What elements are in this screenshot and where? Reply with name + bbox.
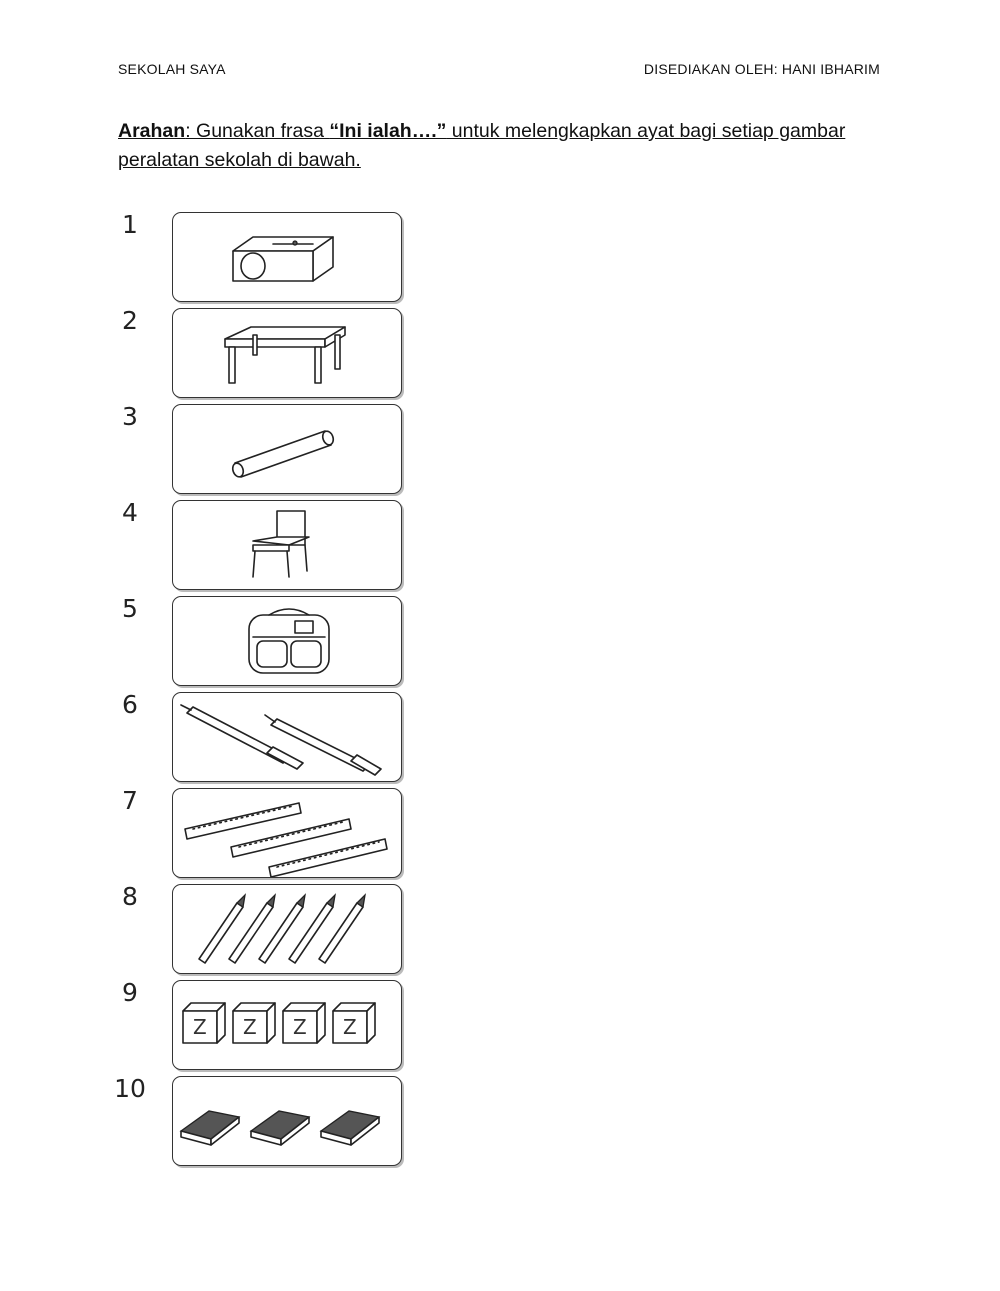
book-icon — [173, 1077, 401, 1165]
svg-text:Z: Z — [193, 1015, 207, 1039]
item-row-2 — [108, 306, 408, 398]
table-icon — [173, 309, 401, 397]
eraser-icon — [173, 981, 401, 1069]
svg-text:Z: Z — [293, 1015, 307, 1039]
item-picture-card — [172, 596, 402, 686]
item-number: 6 — [122, 690, 138, 719]
item-picture-card — [172, 308, 402, 398]
item-number: 2 — [122, 306, 138, 335]
svg-text:Z: Z — [243, 1015, 257, 1039]
header-author: DISEDIAKAN OLEH: HANI IBHARIM — [643, 61, 880, 77]
chalk-icon — [173, 405, 401, 493]
header-school: SEKOLAH SAYA — [118, 61, 226, 77]
item-row-4 — [108, 498, 408, 590]
item-number: 7 — [122, 786, 138, 815]
item-picture-card — [172, 692, 402, 782]
pencil-icon — [173, 885, 401, 973]
instruction-part1: : Gunakan frasa — [185, 120, 330, 142]
item-picture-card — [172, 404, 402, 494]
item-row-10 — [108, 1074, 408, 1166]
instruction-part2: untuk melengkapkan ayat bagi setiap gambar peralatan sekolah di bawah. — [118, 120, 846, 171]
item-row-8 — [108, 882, 408, 974]
pen-icon — [173, 693, 401, 781]
item-picture-card — [172, 212, 402, 302]
item-row-1 — [108, 210, 408, 302]
item-row-5 — [108, 594, 408, 686]
item-picture-card — [172, 500, 402, 590]
item-row-7 — [108, 786, 408, 878]
item-number: 3 — [122, 402, 138, 431]
instruction-text — [118, 117, 888, 175]
item-number: 1 — [122, 210, 138, 239]
instruction-label: Arahan — [118, 120, 186, 142]
item-number: 10 — [114, 1074, 146, 1103]
item-picture-card — [172, 980, 402, 1070]
item-row-9 — [108, 978, 408, 1070]
item-number: 4 — [122, 498, 138, 527]
item-number: 5 — [122, 594, 138, 623]
ruler-icon — [173, 789, 401, 877]
chair-icon — [173, 501, 401, 589]
item-number: 8 — [122, 882, 138, 911]
item-picture-card — [172, 884, 402, 974]
sharpener-icon — [173, 213, 401, 301]
school-bag-icon — [173, 597, 401, 685]
item-row-6 — [108, 690, 408, 782]
item-row-3 — [108, 402, 408, 494]
item-picture-card — [172, 788, 402, 878]
svg-text:Z: Z — [343, 1015, 357, 1039]
instruction-phrase: “Ini ialah….” — [329, 120, 447, 142]
item-number: 9 — [122, 978, 138, 1007]
item-picture-card — [172, 1076, 402, 1166]
